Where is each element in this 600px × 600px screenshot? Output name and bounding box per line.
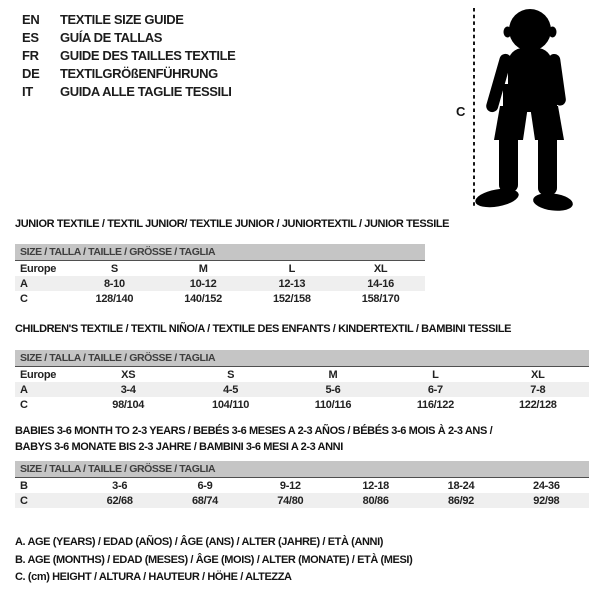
table-row: [15, 291, 425, 306]
table-row: [15, 261, 425, 277]
footnote-a: A. AGE (YEARS) / EDAD (AÑOS) / ÂGE (ANS) / ALTER (JAHRE) / ETÀ (ANNI): [15, 536, 383, 548]
row-label: Europe: [20, 262, 57, 275]
size-cell: 74/80: [277, 494, 304, 507]
size-cell: S: [227, 368, 235, 381]
language-title: GUÍA DE TALLAS: [60, 30, 163, 45]
row-label: A: [20, 383, 28, 396]
footnote-b: B. AGE (MONTHS) / EDAD (MESES) / ÂGE (MOIS) / ALTER (MONATE) / ETÀ (MESI): [15, 553, 413, 566]
language-code: DE: [22, 66, 40, 81]
table-size-header: SIZE / TALLA / TAILLE / GRÖSSE / TAGLIA: [15, 350, 589, 367]
size-cell: 12-18: [362, 479, 389, 492]
size-cell: 5-6: [325, 383, 341, 396]
size-cell: 7-8: [530, 383, 546, 396]
section-title-block: [15, 322, 589, 336]
size-cell: 104/110: [212, 398, 250, 411]
size-cell: 86/92: [447, 494, 474, 507]
babies-textile-section: [15, 423, 589, 508]
section-title: JUNIOR TEXTILE / TEXTIL JUNIOR/ TEXTILE JUNIOR / JUNIORTEXTIL / JUNIOR TESSILE: [15, 218, 450, 230]
language-row: [22, 29, 235, 47]
size-cell: M: [198, 262, 208, 275]
table-row: [15, 493, 589, 508]
size-cell: 8-10: [103, 277, 125, 290]
table-row: [15, 382, 589, 397]
size-cell: L: [288, 262, 296, 275]
children-size-table: [15, 350, 589, 412]
baby-figure: [450, 2, 600, 214]
size-cell: M: [328, 368, 338, 381]
row-label: C: [20, 494, 28, 507]
babies-size-table: [15, 461, 589, 508]
table-size-header: SIZE / TALLA / TAILLE / GRÖSSE / TAGLIA: [15, 244, 425, 261]
language-code: FR: [22, 48, 39, 63]
section-title: BABYS 3-6 MONATE BIS 2-3 JAHRE / BAMBINI 3-6 MESI A 2-3 ANNI: [15, 441, 343, 453]
size-cell: L: [432, 368, 439, 381]
footnotes-block: [15, 534, 412, 587]
size-cell: 24-36: [533, 479, 560, 492]
size-cell: 68/74: [191, 494, 218, 507]
size-cell: 152/158: [273, 292, 311, 305]
language-row: [22, 47, 235, 65]
language-code: IT: [22, 84, 33, 99]
size-cell: 80/86: [362, 494, 389, 507]
section-title-block: [15, 423, 589, 455]
size-cell: 98/104: [112, 398, 145, 411]
size-cell: 9-12: [279, 479, 301, 492]
language-row: [22, 83, 235, 101]
size-cell: XS: [121, 368, 136, 381]
size-cell: 140/152: [184, 292, 222, 305]
size-cell: 128/140: [95, 292, 134, 305]
footnote-c: C. (cm) HEIGHT / ALTURA / HAUTEUR / HÖHE / ALTEZZA: [15, 571, 292, 583]
language-title: TEXTILGRÖßENFÜHRUNG: [60, 66, 218, 81]
table-row: [15, 478, 589, 494]
size-cell: 116/122: [416, 398, 454, 411]
height-label-c: C: [456, 104, 466, 119]
row-label: C: [20, 398, 28, 411]
junior-textile-section: [15, 217, 450, 306]
size-cell: 158/170: [361, 292, 400, 305]
section-title: BABIES 3-6 MONTH TO 2-3 YEARS / BEBÉS 3-6 MESES A 2-3 AÑOS / BÉBÉS 3-6 MOIS À 2-3 ANS /: [15, 425, 493, 437]
section-title: CHILDREN'S TEXTILE / TEXTIL NIÑO/A / TEXTILE DES ENFANTS / KINDERTEXTIL / BAMBINI TESSILE: [15, 323, 512, 335]
table-row: [15, 397, 589, 412]
size-cell: 122/128: [518, 398, 557, 411]
language-row: [22, 65, 235, 83]
baby-silhouette-icon: [450, 2, 600, 214]
size-cell: 12-13: [278, 277, 306, 290]
size-cell: 14-16: [367, 277, 394, 290]
size-cell: XL: [531, 368, 545, 381]
size-cell: XL: [373, 262, 388, 275]
language-title: GUIDE DES TAILLES TEXTILE: [60, 48, 236, 63]
table-row: [15, 276, 425, 291]
size-cell: 10-12: [189, 277, 217, 290]
children-textile-section: [15, 322, 589, 412]
row-label: A: [20, 277, 28, 290]
row-label: C: [20, 292, 28, 305]
language-title: GUIDA ALLE TAGLIE TESSILI: [60, 84, 232, 99]
language-title-block: [22, 11, 235, 101]
language-row: [22, 11, 235, 29]
size-cell: 18-24: [447, 479, 475, 492]
language-code: EN: [22, 12, 40, 27]
language-title: TEXTILE SIZE GUIDE: [60, 12, 184, 27]
language-code: ES: [22, 30, 39, 45]
size-cell: 4-5: [223, 383, 239, 396]
size-cell: 6-7: [427, 383, 443, 396]
size-cell: 110/116: [314, 398, 352, 411]
section-title-block: [15, 217, 450, 231]
size-cell: 92/98: [533, 494, 560, 507]
size-cell: 3-6: [112, 479, 128, 492]
size-cell: 62/68: [106, 494, 133, 507]
size-cell: S: [110, 262, 118, 275]
junior-size-table: [15, 244, 425, 306]
baby-silhouette: [474, 9, 574, 213]
row-label: B: [20, 479, 28, 492]
size-cell: 6-9: [197, 479, 213, 492]
row-label: Europe: [20, 368, 57, 381]
table-row: [15, 367, 589, 383]
size-cell: 3-4: [120, 383, 136, 396]
table-size-header: SIZE / TALLA / TAILLE / GRÖSSE / TAGLIA: [15, 461, 589, 478]
